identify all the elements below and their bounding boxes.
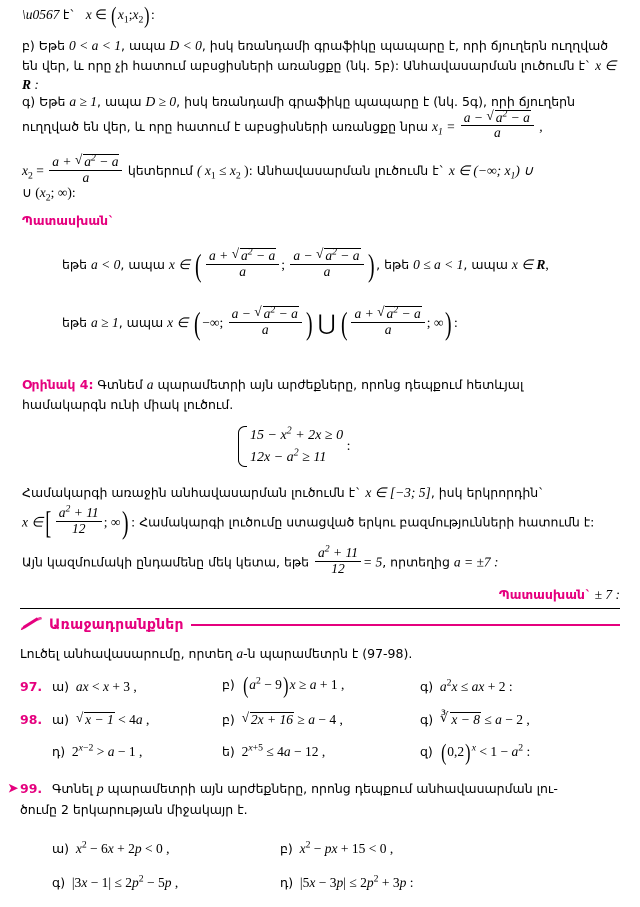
solution-line-1 [22, 483, 620, 503]
answer1-cond1: a < 0 [91, 256, 121, 272]
exercise-99-text-line2: ծումը 2 երկարության միջակայր է. [20, 802, 248, 817]
exercise-98-part-e: ե) $2^{x+5} \le 4a - 12$ , [222, 742, 326, 759]
para-g-prefix: գ) Եթե [22, 94, 70, 109]
answer2-end: : [454, 314, 458, 330]
sol-text3: : Համակարգի լուծումը ստացված երկու բազմությունների հատումն է: [131, 514, 595, 530]
exercises-heading [20, 617, 620, 633]
answer1-x: x ∈ [168, 256, 191, 272]
answer2-prefix: եթե [62, 314, 92, 330]
solution-line-3: Այն կազմումակի ընդամենը մեկ կետա, եթե $\frac{a^2 + 11}{12}$ = 5, որտեղից a = ±7 : [22, 543, 499, 576]
ex99-var: p [96, 781, 104, 796]
para-g-tail2: : Անհավասարման լուծումն է` [248, 162, 449, 178]
exercise-99-part-a: ա) $x^2 - 6x + 2p < 0$ , [52, 839, 170, 856]
exercises-title: Առաջադրանքներ [49, 617, 184, 633]
heading-rule [191, 624, 620, 626]
sol-interval1: x ∈ [−3; 5] [365, 485, 431, 500]
example-text2: պարամետրի այն արժեքները, որոնց դեպքում հետևյալ [153, 377, 524, 392]
para-g-solution1: x ∈ (−∞; $x_1$) ∪ [448, 162, 534, 182]
para-b-text: , իսկ եռանդամի գրաֆիկը պապարը է, որի ճյուղերն ուղղված են վեր, և որը չի հատում աբսցիսների առանցքը (նկ. 5բ): Անհավասարման լուծումն է` [22, 38, 609, 73]
para-g-mid: , ապա [97, 94, 146, 109]
answer-label: Պատասխան` [22, 213, 115, 228]
answer2-value: ± 7 : [591, 587, 620, 602]
answer1-end: , [545, 256, 549, 272]
sol-text5: , որտեղից [382, 554, 454, 570]
exercise-97-number: 97. [20, 679, 43, 694]
answer2-mid: , ապա [118, 314, 168, 330]
sol-text4: Այն կազմումակի ընդամենը մեկ կետա, եթե [22, 554, 313, 570]
para-b-solution: x ∈ R : [22, 57, 617, 93]
exercise-99-arrow-icon: ➤ [8, 781, 19, 795]
para-b [22, 36, 620, 95]
example-4 [22, 375, 620, 395]
para-g-text: , իսկ եռանդամի գրաֆիկը պապարը է (նկ. 5գ), որի ճյուղերն ուղղված են վեր, և որը հատում է աբսցիսների առանցքը նրա [22, 94, 576, 134]
para-g [22, 92, 620, 143]
exercises-intro [20, 647, 412, 662]
para-b-discriminant: D < 0 [169, 38, 202, 53]
system-row-1: $15 - x^2 + 2x \ge 0$ [250, 425, 344, 443]
section-divider [20, 608, 620, 609]
answer2-label: Պատասխան` [498, 587, 592, 602]
answer1-tail2: , ապա [463, 256, 512, 272]
exercise-98-part-a: ա) √ x − 1 < 4a , [52, 712, 149, 728]
exercise-98-part-f: զ) $(0,2)^x < 1 - a^2$ : [420, 740, 531, 766]
sol-eq-tail: = 5 [362, 554, 383, 570]
system-colon: : [346, 438, 351, 454]
line-x-interval: \u0567 է` x ∈ $(x_1;x_2)$: [22, 3, 155, 29]
sol-text2: , իսկ երկրորդին` [430, 485, 545, 500]
ex99-text1b: պարամետրի այն արժեքները, որոնց դեպքում անհավասարման լու- [103, 781, 558, 796]
intro-var: a [236, 646, 244, 661]
para-g-x1-formula: $x_1$ = $\frac{a - √ a^2 - a}{a}$ , [432, 119, 543, 134]
example-text3: համակարգն ունի միակ լուծում. [22, 397, 234, 412]
para-g-discriminant: D ≥ 0 [145, 94, 177, 109]
exercise-97-part-a: ա) ax < x + 3 , [52, 679, 137, 694]
example-label: Օրինակ 4: [22, 377, 94, 392]
exercise-98-number: 98. [20, 712, 43, 727]
para-g-tail1: կետերում [127, 162, 197, 178]
system-of-inequalities [236, 425, 350, 468]
answer1-prefix: եթե [62, 256, 92, 272]
example-text1: Գտնեմ [93, 377, 147, 392]
exercise-98-part-c: գ) ∛ x − 8 ≤ a − 2 , [420, 712, 530, 728]
system-row-2: $12x - a^2 \ge 11$ [250, 447, 327, 465]
exercise-98-part-b: բ) √ 2x + 16 ≥ a − 4 , [222, 712, 343, 728]
para-g-x2-formula: $x_2$ = $\frac{a + √ a^2 - a}{a}$ կետերում ( $x_1 \le x_2$ ): Անհավասարման լուծումն է` x ∈ (−∞; $x_1$) ∪ [22, 156, 533, 188]
exercise-99-part-b: բ) $x^2$ − px + 15 < 0 , [280, 839, 394, 856]
sol-text1: Համակարգի առաջին անհավասարման լուծումն է` [22, 485, 366, 500]
exercise-97-part-c: գ) $a^2x$ ≤ ax + 2 : [420, 677, 513, 694]
answer2-cond: a ≥ 1 [91, 314, 119, 330]
answer-line-2: եթե a ≥ 1, ապա x ∈ ( −∞; $\frac{a - √ a^2 - a}{a}$ ) ⋃ ( $\frac{a + √ a^2 - a}{a}$ ; ∞) : [62, 308, 458, 340]
para-b-prefix: բ) Եթե [22, 38, 70, 53]
exercise-99-part-c: գ) $|3x - 1| \le 2p^2 - 5p$ , [52, 873, 179, 890]
solution-line-2: x ∈[ $\frac{a^2 + 11}{12}$ ; ∞) : Համակարգի լուծումը ստացված երկու բազմությունների հատումն է: [22, 503, 595, 541]
ex99-text1: Գտնել [52, 781, 97, 796]
para-g-solution2: ∪ ($x_2$; ∞): [22, 185, 76, 204]
answer1-mid: , ապա [120, 256, 169, 272]
final-answer [499, 588, 620, 603]
intro-tail: -ն պարամետրն է (97-98). [243, 646, 413, 661]
pencil-icon [20, 617, 42, 633]
sol-x-in: x ∈ [22, 514, 44, 530]
exercise-99-text-line1 [52, 782, 558, 797]
answer1-cond2: 0 ≤ a < 1 [413, 256, 464, 272]
answer1-tail: , եթե [376, 256, 414, 272]
answer1-solution: x ∈ R [511, 256, 546, 272]
sol-result: a = ±7 : [453, 554, 499, 570]
answer-line-1: եթե a < 0, ապա x ∈ ( $\frac{a + √ a^2 - a}{a}$ ; $\frac{a - √ a^2 - a}{a}$ ) , եթե 0 ≤ a < 1, ապա x ∈ R, [62, 250, 549, 282]
para-b-mid: , ապա [121, 38, 170, 53]
exercise-97-part-b: բ) $(a^2 - 9)x \ge a + 1$ , [222, 673, 345, 699]
exercise-98-part-d: դ) $2^{x-2} > a - 1$ , [52, 742, 143, 759]
para-b-cond: 0 < a < 1 [69, 38, 122, 53]
exercise-99-part-d: դ) $|5x - 3p| \le 2p^2 + 3p$ : [280, 873, 414, 890]
answer2-x: x ∈ [167, 314, 189, 330]
exercise-99-number: 99. [20, 781, 43, 796]
para-g-cond: a ≥ 1 [69, 94, 98, 109]
intro-text: Լուծել անհավասարումը, որտեղ [20, 646, 237, 661]
example-var: a [146, 377, 154, 392]
